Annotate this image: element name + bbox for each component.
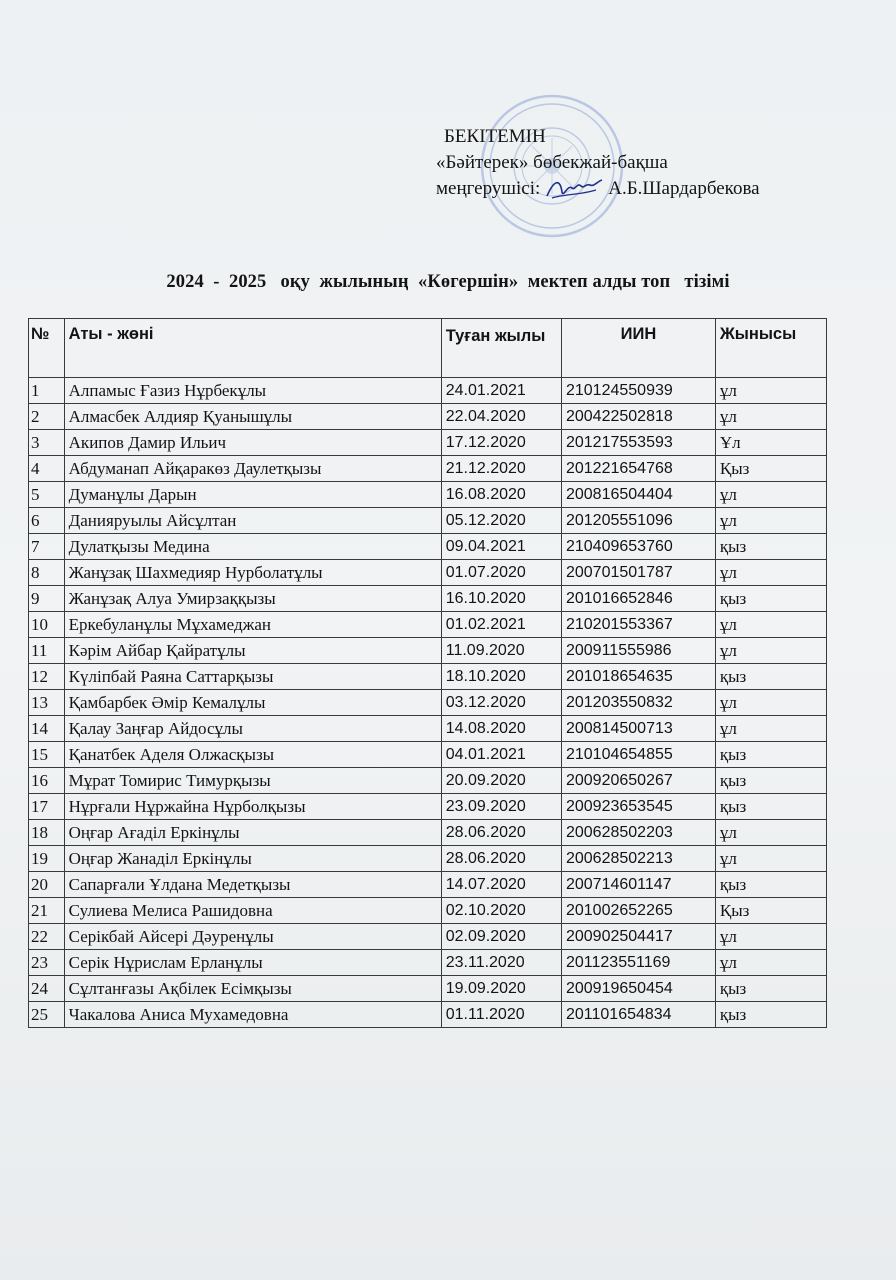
row-number: 20 <box>29 872 65 898</box>
row-number: 12 <box>29 664 65 690</box>
row-number: 13 <box>29 690 65 716</box>
table-row <box>29 456 827 482</box>
document-title: 2024 - 2025 оқу жылының «Көгершін» мектеп алды топ тізімі <box>166 272 730 292</box>
child-full-name: Алмасбек Алдияр Қуанышұлы <box>64 404 441 430</box>
child-full-name: Серік Нұрислам Ерланұлы <box>64 950 441 976</box>
iin-number: 200919650454 <box>561 976 715 1002</box>
table-row <box>29 872 827 898</box>
child-full-name: Қанатбек Аделя Олжасқызы <box>64 742 441 768</box>
table-row <box>29 742 827 768</box>
child-full-name: Оңғар Жанаділ Еркінұлы <box>64 846 441 872</box>
child-full-name: Данияруылы Айсұлтан <box>64 508 441 534</box>
gender: ұл <box>715 924 826 950</box>
row-number: 14 <box>29 716 65 742</box>
child-full-name: Кәрім Айбар Қайратұлы <box>64 638 441 664</box>
iin-number: 201217553593 <box>561 430 715 456</box>
child-full-name: Қамбарбек Әмір Кемалұлы <box>64 690 441 716</box>
iin-number: 200422502818 <box>561 404 715 430</box>
row-number: 5 <box>29 482 65 508</box>
row-number: 18 <box>29 820 65 846</box>
row-number: 9 <box>29 586 65 612</box>
gender: ұл <box>715 378 826 404</box>
gender: қыз <box>715 742 826 768</box>
row-number: 4 <box>29 456 65 482</box>
birth-date: 19.09.2020 <box>441 976 561 1002</box>
header-birth-date: Туған жылы <box>441 319 561 378</box>
child-full-name: Нұрғали Нұржайна Нұрболқызы <box>64 794 441 820</box>
child-full-name: Жанұзақ Шахмедияр Нурболатұлы <box>64 560 441 586</box>
birth-date: 01.11.2020 <box>441 1002 561 1028</box>
birth-date: 16.08.2020 <box>441 482 561 508</box>
iin-number: 200628502203 <box>561 820 715 846</box>
child-full-name: Алпамыс Ғазиз Нұрбекұлы <box>64 378 441 404</box>
iin-number: 200911555986 <box>561 638 715 664</box>
birth-date: 18.10.2020 <box>441 664 561 690</box>
row-number: 15 <box>29 742 65 768</box>
table-row <box>29 638 827 664</box>
iin-number: 201018654635 <box>561 664 715 690</box>
child-full-name: Жанұзақ Алуа Умирзаққызы <box>64 586 441 612</box>
birth-date: 17.12.2020 <box>441 430 561 456</box>
child-full-name: Қалау Заңғар Айдосұлы <box>64 716 441 742</box>
children-roster-table <box>28 318 827 1028</box>
child-full-name: Чакалова Аниса Мухамедовна <box>64 1002 441 1028</box>
iin-number: 200816504404 <box>561 482 715 508</box>
gender: Ұл <box>715 430 826 456</box>
gender: ұл <box>715 482 826 508</box>
gender: ұл <box>715 560 826 586</box>
row-number: 2 <box>29 404 65 430</box>
gender: Қыз <box>715 456 826 482</box>
iin-number: 200714601147 <box>561 872 715 898</box>
gender: қыз <box>715 664 826 690</box>
birth-date: 16.10.2020 <box>441 586 561 612</box>
header-number: № <box>29 319 65 378</box>
table-row <box>29 846 827 872</box>
child-full-name: Дулатқызы Медина <box>64 534 441 560</box>
birth-date: 28.06.2020 <box>441 846 561 872</box>
header-iin: ИИН <box>561 319 715 378</box>
birth-date: 23.11.2020 <box>441 950 561 976</box>
child-full-name: Думанұлы Дарын <box>64 482 441 508</box>
birth-date: 14.08.2020 <box>441 716 561 742</box>
iin-number: 200920650267 <box>561 768 715 794</box>
child-full-name: Оңғар Ағаділ Еркінұлы <box>64 820 441 846</box>
kindergarten-name: «Бәйтерек» бөбекжай-бақша <box>436 152 668 173</box>
gender: ұл <box>715 820 826 846</box>
gender: қыз <box>715 1002 826 1028</box>
child-full-name: Абдуманап Айқаракөз Даулетқызы <box>64 456 441 482</box>
child-full-name: Еркебуланұлы Мұхамеджан <box>64 612 441 638</box>
child-full-name: Серікбай Айсері Дәуренұлы <box>64 924 441 950</box>
birth-date: 14.07.2020 <box>441 872 561 898</box>
table-row <box>29 430 827 456</box>
iin-number: 201123551169 <box>561 950 715 976</box>
birth-date: 01.07.2020 <box>441 560 561 586</box>
iin-number: 201101654834 <box>561 1002 715 1028</box>
row-number: 8 <box>29 560 65 586</box>
table-row <box>29 898 827 924</box>
gender: ұл <box>715 404 826 430</box>
child-full-name: Мұрат Томирис Тимурқызы <box>64 768 441 794</box>
approval-heading: БЕКІТЕМІН <box>444 126 546 147</box>
row-number: 3 <box>29 430 65 456</box>
child-full-name: Акипов Дамир Ильич <box>64 430 441 456</box>
table-row <box>29 482 827 508</box>
row-number: 24 <box>29 976 65 1002</box>
table-row <box>29 586 827 612</box>
birth-date: 23.09.2020 <box>441 794 561 820</box>
gender: қыз <box>715 534 826 560</box>
gender: ұл <box>715 690 826 716</box>
birth-date: 04.01.2021 <box>441 742 561 768</box>
table-row <box>29 664 827 690</box>
row-number: 1 <box>29 378 65 404</box>
table-row <box>29 404 827 430</box>
head-name: А.Б.Шардарбекова <box>608 178 760 199</box>
row-number: 7 <box>29 534 65 560</box>
row-number: 25 <box>29 1002 65 1028</box>
table-row <box>29 1002 827 1028</box>
child-full-name: Сулиева Мелиса Рашидовна <box>64 898 441 924</box>
table-row <box>29 924 827 950</box>
row-number: 11 <box>29 638 65 664</box>
gender: қыз <box>715 872 826 898</box>
iin-number: 210124550939 <box>561 378 715 404</box>
iin-number: 200814500713 <box>561 716 715 742</box>
birth-date: 24.01.2021 <box>441 378 561 404</box>
gender: қыз <box>715 586 826 612</box>
row-number: 23 <box>29 950 65 976</box>
birth-date: 05.12.2020 <box>441 508 561 534</box>
table-row <box>29 768 827 794</box>
head-signature-row <box>436 176 866 202</box>
gender: ұл <box>715 638 826 664</box>
iin-number: 201002652265 <box>561 898 715 924</box>
table-row <box>29 690 827 716</box>
iin-number: 201205551096 <box>561 508 715 534</box>
birth-date: 21.12.2020 <box>441 456 561 482</box>
row-number: 17 <box>29 794 65 820</box>
table-row <box>29 534 827 560</box>
iin-number: 210201553367 <box>561 612 715 638</box>
row-number: 19 <box>29 846 65 872</box>
row-number: 6 <box>29 508 65 534</box>
iin-number: 210409653760 <box>561 534 715 560</box>
approval-block <box>436 124 866 202</box>
table-row <box>29 976 827 1002</box>
table-row <box>29 508 827 534</box>
header-gender: Жынысы <box>715 319 826 378</box>
birth-date: 22.04.2020 <box>441 404 561 430</box>
header-full-name: Аты - жөні <box>64 319 441 378</box>
head-position-label: меңгерушісі: <box>436 178 541 199</box>
birth-date: 02.09.2020 <box>441 924 561 950</box>
iin-number: 201016652846 <box>561 586 715 612</box>
table-row <box>29 378 827 404</box>
child-full-name: Сапарғали Ұлдана Медетқызы <box>64 872 441 898</box>
birth-date: 20.09.2020 <box>441 768 561 794</box>
gender: қыз <box>715 768 826 794</box>
gender: ұл <box>715 508 826 534</box>
row-number: 10 <box>29 612 65 638</box>
birth-date: 03.12.2020 <box>441 690 561 716</box>
iin-number: 200902504417 <box>561 924 715 950</box>
row-number: 21 <box>29 898 65 924</box>
birth-date: 11.09.2020 <box>441 638 561 664</box>
table-row <box>29 820 827 846</box>
birth-date: 02.10.2020 <box>441 898 561 924</box>
iin-number: 200701501787 <box>561 560 715 586</box>
gender: ұл <box>715 716 826 742</box>
handwritten-signature-icon <box>544 176 604 202</box>
iin-number: 200923653545 <box>561 794 715 820</box>
iin-number: 200628502213 <box>561 846 715 872</box>
row-number: 16 <box>29 768 65 794</box>
child-full-name: Сұлтанғазы Ақбілек Есімқызы <box>64 976 441 1002</box>
table-row <box>29 612 827 638</box>
birth-date: 09.04.2021 <box>441 534 561 560</box>
child-full-name: Күліпбай Раяна Саттарқызы <box>64 664 441 690</box>
iin-number: 210104654855 <box>561 742 715 768</box>
gender: ұл <box>715 950 826 976</box>
gender: ұл <box>715 612 826 638</box>
iin-number: 201221654768 <box>561 456 715 482</box>
birth-date: 01.02.2021 <box>441 612 561 638</box>
table-row <box>29 950 827 976</box>
table-row <box>29 716 827 742</box>
gender: ұл <box>715 846 826 872</box>
gender: қыз <box>715 976 826 1002</box>
gender: Қыз <box>715 898 826 924</box>
row-number: 22 <box>29 924 65 950</box>
birth-date: 28.06.2020 <box>441 820 561 846</box>
iin-number: 201203550832 <box>561 690 715 716</box>
table-row <box>29 560 827 586</box>
gender: қыз <box>715 794 826 820</box>
table-header-row <box>29 319 827 378</box>
table-row <box>29 794 827 820</box>
